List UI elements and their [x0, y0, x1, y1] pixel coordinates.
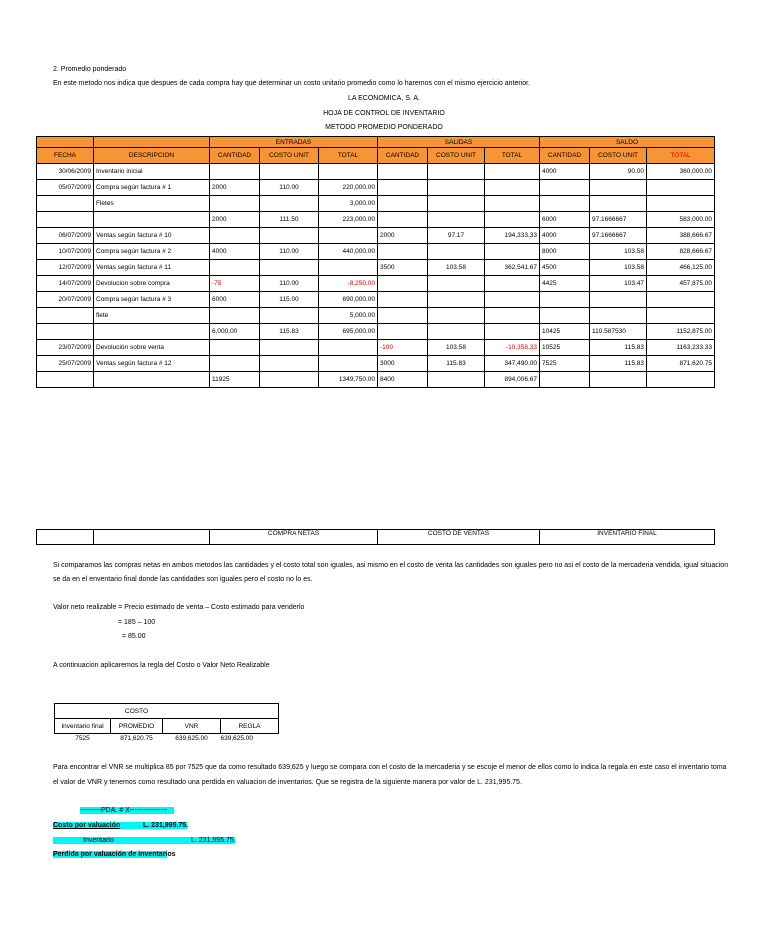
group-header-salidas: SALIDAS	[378, 137, 540, 148]
table-row	[37, 340, 715, 356]
cell-costo-unit-salidas	[428, 324, 485, 340]
cell-total-saldo: 466,125.00	[647, 260, 715, 276]
cell-fecha: 14/07/2009	[37, 276, 94, 292]
cell-fecha: 10/07/2009	[37, 244, 94, 260]
cell-costo-unit-entradas	[260, 340, 319, 356]
cell-total-salidas: 347,490.00	[485, 356, 540, 372]
vnr-table	[54, 703, 279, 743]
journal-line1	[53, 822, 187, 829]
cell-total-saldo	[647, 180, 715, 196]
table-row	[37, 372, 715, 388]
cell-costo-unit-salidas: 97.17	[428, 228, 485, 244]
cell-cantidad-entradas	[210, 196, 260, 212]
cell-cantidad-saldo: 8000	[540, 244, 590, 260]
header-blank	[94, 137, 210, 148]
vnr-header-regla: REGLA	[221, 719, 279, 734]
journal-line3: Perdida por valuación de inventarios	[53, 851, 176, 858]
cell-cantidad-saldo: 10525	[540, 340, 590, 356]
cell-cantidad-entradas: 11925	[210, 372, 260, 388]
cell-cantidad-entradas	[210, 164, 260, 180]
column-header-cantidad-saldo: CANTIDAD	[540, 148, 590, 164]
cell-cantidad-saldo: 10425	[540, 324, 590, 340]
cell-cantidad-entradas	[210, 308, 260, 324]
cell-costo-unit-saldo	[590, 372, 647, 388]
table-row	[37, 180, 715, 196]
cell-cantidad-saldo	[540, 196, 590, 212]
cell-costo-unit-salidas	[428, 180, 485, 196]
cell-costo-unit-entradas	[260, 196, 319, 212]
rule-intro: A continuacion aplicaremos la regla del Costo o Valor Neto Realizable	[53, 662, 270, 669]
cell-cantidad-salidas: -100	[378, 340, 428, 356]
cell-total-salidas: 894,006.67	[485, 372, 540, 388]
summary-blank	[94, 530, 210, 545]
cell-total-saldo: 457,875.00	[647, 276, 715, 292]
cell-total-saldo	[647, 308, 715, 324]
cell-fecha: 25/07/2009	[37, 356, 94, 372]
cell-cantidad-saldo: 4000	[540, 228, 590, 244]
cell-fecha: 05/07/2009	[37, 180, 94, 196]
cell-total-salidas	[485, 212, 540, 228]
cell-total-saldo	[647, 372, 715, 388]
cell-total-entradas: 5,000.00	[319, 308, 378, 324]
cell-descripcion: Fletes	[94, 196, 210, 212]
cell-fecha	[37, 196, 94, 212]
vnr-explanation-line2: el valor de VNR y tenemos como resultado una perdida en valuacion de inventarios. Que se registra de la siguiente manera por valor de L. 231,995.75.	[53, 779, 522, 786]
cell-total-salidas: -10,358.33	[485, 340, 540, 356]
group-header-saldo: SALDO	[540, 137, 715, 148]
comparison-paragraph-line2: se da en el enventario final donde las cantidades son iguales pero el costo no lo es.	[53, 576, 313, 583]
cell-total-entradas: 220,000.00	[319, 180, 378, 196]
cell-costo-unit-entradas	[260, 164, 319, 180]
cell-total-entradas	[319, 164, 378, 180]
column-header-cantidad-entradas: CANTIDAD	[210, 148, 260, 164]
cell-total-salidas	[485, 196, 540, 212]
cell-costo-unit-saldo	[590, 308, 647, 324]
cell-costo-unit-saldo: 97.1666667	[590, 212, 647, 228]
header-blank	[37, 137, 94, 148]
cell-descripcion: Inventario inicial	[94, 164, 210, 180]
cell-descripcion: Ventas según factura # 10	[94, 228, 210, 244]
cell-descripcion	[94, 212, 210, 228]
cell-costo-unit-entradas	[260, 260, 319, 276]
cell-total-salidas	[485, 244, 540, 260]
cell-cantidad-salidas	[378, 180, 428, 196]
cell-descripcion: Compra según factura # 3	[94, 292, 210, 308]
company-name: LA ECONOMICA, S. A.	[348, 95, 420, 102]
vnr-header-vnr: VNR	[163, 719, 221, 734]
cell-descripcion	[94, 372, 210, 388]
cell-total-entradas: 3,000.00	[319, 196, 378, 212]
vnr-header-inventario: Inventario final	[55, 719, 111, 734]
table-row	[37, 276, 715, 292]
cell-cantidad-saldo	[540, 372, 590, 388]
column-header-total-saldo: TOTAL	[647, 148, 715, 164]
cell-costo-unit-salidas	[428, 372, 485, 388]
cell-costo-unit-salidas	[428, 244, 485, 260]
cell-total-saldo: 828,666.67	[647, 244, 715, 260]
column-header-descripcion: DESCRIPCION	[94, 148, 210, 164]
cell-costo-unit-saldo: 90.00	[590, 164, 647, 180]
cell-cantidad-saldo	[540, 292, 590, 308]
cell-total-saldo	[647, 292, 715, 308]
cell-fecha	[37, 308, 94, 324]
vnr-header-blank	[55, 704, 111, 719]
cell-total-salidas	[485, 276, 540, 292]
group-header-entradas: ENTRADAS	[210, 137, 378, 148]
cell-total-entradas	[319, 260, 378, 276]
cell-cantidad-entradas: 2000	[210, 212, 260, 228]
table-row	[37, 196, 715, 212]
cell-total-saldo: 583,000.00	[647, 212, 715, 228]
section-title: 2. Promedio ponderado	[53, 66, 127, 73]
table-row	[37, 308, 715, 324]
column-header-fecha: FECHA	[37, 148, 94, 164]
summary-inventario-final: INVENTARIO FINAL	[540, 530, 715, 545]
cell-descripcion: Ventas según factura # 11	[94, 260, 210, 276]
cell-fecha	[37, 212, 94, 228]
cell-costo-unit-saldo	[590, 196, 647, 212]
journal-title: ---------PDA. # X----------------	[80, 807, 174, 814]
cell-fecha: 20/07/2009	[37, 292, 94, 308]
cell-costo-unit-entradas: 110.00	[260, 244, 319, 260]
column-header-total-entradas: TOTAL	[319, 148, 378, 164]
cell-cantidad-salidas	[378, 324, 428, 340]
cell-costo-unit-saldo	[590, 180, 647, 196]
vnr-header-costo: COSTO	[111, 704, 163, 719]
cell-costo-unit-salidas	[428, 276, 485, 292]
cell-total-entradas: 223,000.00	[319, 212, 378, 228]
cell-costo-unit-salidas: 103.58	[428, 340, 485, 356]
cell-total-entradas	[319, 356, 378, 372]
summary-blank	[37, 530, 94, 545]
cell-costo-unit-saldo: 103.58	[590, 244, 647, 260]
method-title: METODO PROMEDIO PONDERADO	[325, 124, 443, 131]
cell-cantidad-salidas: 3000	[378, 356, 428, 372]
cell-descripcion: Compra según factura # 2	[94, 244, 210, 260]
cell-costo-unit-salidas: 103.58	[428, 260, 485, 276]
vnr-formula-line1: Valor neto realizable = Precio estimado de venta – Costo estimado para venderlo	[53, 604, 305, 611]
cell-total-salidas	[485, 308, 540, 324]
journal-line2-amount: L. 231,995.75.	[191, 837, 236, 844]
summary-table	[36, 529, 715, 545]
cell-cantidad-salidas: 8400	[378, 372, 428, 388]
cell-total-entradas: -8,250.00	[319, 276, 378, 292]
table-row	[37, 212, 715, 228]
column-header-costo-unit-saldo: COSTO UNIT	[590, 148, 647, 164]
cell-total-saldo: 871,620.75	[647, 356, 715, 372]
cell-fecha	[37, 372, 94, 388]
cell-cantidad-entradas	[210, 340, 260, 356]
cell-total-saldo: 388,666.67	[647, 228, 715, 244]
cell-cantidad-entradas: 4000	[210, 244, 260, 260]
cell-cantidad-salidas	[378, 164, 428, 180]
cell-total-salidas	[485, 180, 540, 196]
cell-costo-unit-entradas: 111.50	[260, 212, 319, 228]
cell-costo-unit-entradas: 115.00	[260, 292, 319, 308]
cell-cantidad-entradas: 2000	[210, 180, 260, 196]
cell-costo-unit-saldo: 97.1666667	[590, 228, 647, 244]
cell-costo-unit-entradas	[260, 228, 319, 244]
cell-cantidad-salidas	[378, 212, 428, 228]
cell-fecha: 30/06/2009	[37, 164, 94, 180]
cell-fecha: 06/07/2009	[37, 228, 94, 244]
cell-descripcion: Devolución sobre venta	[94, 340, 210, 356]
table-row	[37, 356, 715, 372]
cell-total-entradas: 690,000.00	[319, 292, 378, 308]
comparison-paragraph-line1: Si comparamos las compras netas en ambos metodos las cantidades y el costo total son iguales, asi mismo en el costo de venta las cantidades son iguales pero no asi el costo de la mercaderia vendida, igual situacion	[53, 562, 729, 569]
vnr-value-vnr: 639,625.00	[175, 735, 208, 742]
cell-cantidad-entradas: 6,000.00	[210, 324, 260, 340]
journal-line2-label: Inventario	[83, 837, 114, 844]
cell-costo-unit-saldo	[590, 292, 647, 308]
cell-cantidad-entradas	[210, 356, 260, 372]
cell-total-entradas	[319, 228, 378, 244]
cell-descripcion: Ventas según factura # 12	[94, 356, 210, 372]
cell-total-saldo	[647, 196, 715, 212]
cell-costo-unit-entradas: 110.00	[260, 276, 319, 292]
cell-total-entradas	[319, 340, 378, 356]
vnr-value-regla: 639,625.00	[220, 735, 254, 742]
cell-costo-unit-entradas	[260, 308, 319, 324]
cell-cantidad-entradas	[210, 260, 260, 276]
table-row	[37, 324, 715, 340]
cell-total-salidas	[485, 164, 540, 180]
vnr-header-blank	[163, 704, 221, 719]
vnr-formula-line3: = 85.00	[122, 633, 146, 640]
vnr-formula-line2: = 185 – 100	[118, 619, 156, 626]
vnr-header-blank	[221, 704, 279, 719]
cell-costo-unit-salidas	[428, 164, 485, 180]
cell-total-salidas	[485, 292, 540, 308]
cell-descripcion	[94, 324, 210, 340]
cell-total-salidas: 362,541.67	[485, 260, 540, 276]
cell-fecha	[37, 324, 94, 340]
cell-cantidad-saldo: 4000	[540, 164, 590, 180]
cell-cantidad-salidas	[378, 308, 428, 324]
cell-cantidad-entradas	[210, 228, 260, 244]
cell-costo-unit-entradas: 115.83	[260, 324, 319, 340]
cell-total-entradas: 1349,750.00	[319, 372, 378, 388]
table-row	[37, 260, 715, 276]
document-title: HOJA DE CONTROL DE INVENTARIO	[323, 110, 445, 117]
vnr-value-inventario: 7525	[75, 735, 90, 742]
column-header-costo-unit-salidas: COSTO UNIT	[428, 148, 485, 164]
cell-costo-unit-saldo: 103.47	[590, 276, 647, 292]
cell-cantidad-saldo: 6000	[540, 212, 590, 228]
cell-descripcion: flete	[94, 308, 210, 324]
cell-costo-unit-entradas: 110.00	[260, 180, 319, 196]
journal-line1-label: Costo por valuación	[53, 822, 121, 829]
cell-cantidad-entradas: 6000	[210, 292, 260, 308]
cell-total-saldo: 1152,875.00	[647, 324, 715, 340]
table-row	[37, 164, 715, 180]
column-header-total-salidas: TOTAL	[485, 148, 540, 164]
cell-cantidad-saldo	[540, 180, 590, 196]
cell-cantidad-saldo: 7525	[540, 356, 590, 372]
cell-cantidad-salidas: 2000	[378, 228, 428, 244]
cell-costo-unit-salidas	[428, 212, 485, 228]
vnr-value-promedio: 871,620.75	[120, 735, 153, 742]
cell-costo-unit-saldo: 110.587530	[590, 324, 647, 340]
summary-costo-ventas: COSTO DE VENTAS	[378, 530, 540, 545]
inventory-table	[36, 136, 715, 388]
cell-descripcion: Compra según factura # 1	[94, 180, 210, 196]
cell-cantidad-saldo: 4425	[540, 276, 590, 292]
cell-costo-unit-salidas: 115.83	[428, 356, 485, 372]
cell-cantidad-salidas	[378, 244, 428, 260]
cell-total-salidas: 194,333.33	[485, 228, 540, 244]
cell-cantidad-salidas	[378, 196, 428, 212]
intro-text: En este metodo nos indica que despues de cada compra hay que determinar un costo unitario promedio como lo haremos con el mismo ejercicio anterior.	[53, 80, 531, 87]
cell-costo-unit-saldo: 115.83	[590, 356, 647, 372]
cell-costo-unit-entradas	[260, 356, 319, 372]
journal-line2	[53, 837, 235, 844]
cell-total-salidas	[485, 324, 540, 340]
cell-costo-unit-salidas	[428, 292, 485, 308]
cell-cantidad-salidas	[378, 276, 428, 292]
cell-costo-unit-saldo: 103.58	[590, 260, 647, 276]
cell-fecha: 12/07/2009	[37, 260, 94, 276]
cell-cantidad-saldo	[540, 308, 590, 324]
cell-cantidad-salidas: 3500	[378, 260, 428, 276]
cell-fecha: 23/07/2009	[37, 340, 94, 356]
journal-line1-amount: L. 231,995.75.	[143, 822, 189, 829]
cell-cantidad-entradas: -75	[210, 276, 260, 292]
cell-cantidad-saldo: 4500	[540, 260, 590, 276]
cell-descripcion: Devolucion sobre compra	[94, 276, 210, 292]
column-header-costo-unit-entradas: COSTO UNIT	[260, 148, 319, 164]
cell-total-entradas: 695,000.00	[319, 324, 378, 340]
table-row	[37, 228, 715, 244]
cell-total-entradas: 440,000.00	[319, 244, 378, 260]
cell-total-saldo: 1163,233.33	[647, 340, 715, 356]
cell-costo-unit-entradas	[260, 372, 319, 388]
table-row	[37, 292, 715, 308]
table-row	[37, 244, 715, 260]
cell-cantidad-salidas	[378, 292, 428, 308]
summary-compra-netas: COMPRA NETAS	[210, 530, 378, 545]
column-header-cantidad-salidas: CANTIDAD	[378, 148, 428, 164]
cell-costo-unit-salidas	[428, 196, 485, 212]
cell-total-saldo: 360,000.00	[647, 164, 715, 180]
vnr-explanation-line1: Para encontrar el VNR se multiplica 85 por 7525 que da como resultado 639,625 y luego se compara con el costo de la mercaderia y se escoje el menor de ellos como lo indica la regala en este caso el inventario toma	[53, 764, 727, 771]
vnr-header-promedio: PROMEDIO	[111, 719, 163, 734]
cell-costo-unit-salidas	[428, 308, 485, 324]
cell-costo-unit-saldo: 115.83	[590, 340, 647, 356]
